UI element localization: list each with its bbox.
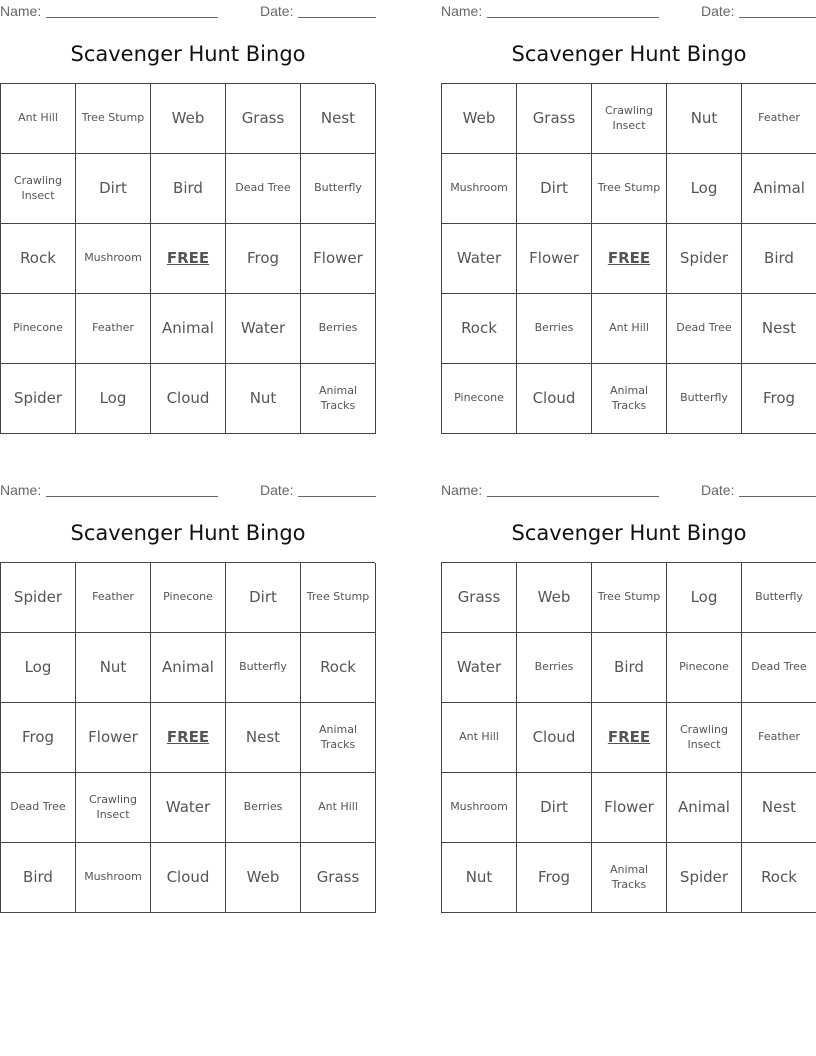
bingo-cell[interactable]: Animal Tracks	[592, 364, 667, 434]
bingo-cell[interactable]: Berries	[301, 294, 376, 364]
name-label: Name:	[0, 3, 42, 19]
bingo-card-2	[441, 0, 816, 440]
date-label: Date:	[260, 482, 294, 498]
bingo-cell[interactable]: Crawling Insect	[592, 84, 667, 154]
bingo-cell[interactable]: Water	[151, 773, 226, 843]
bingo-cell[interactable]: Tree Stump	[76, 84, 151, 154]
bingo-cell[interactable]: Animal	[151, 633, 226, 703]
card-header	[0, 480, 376, 500]
bingo-cell[interactable]: Nut	[226, 364, 301, 434]
bingo-cell[interactable]: Dirt	[517, 154, 592, 224]
bingo-cell[interactable]: Grass	[517, 84, 592, 154]
bingo-cell[interactable]: Feather	[742, 84, 816, 154]
card-header	[0, 1, 376, 21]
date-field[interactable]	[739, 17, 816, 18]
bingo-cell[interactable]: Crawling Insect	[1, 154, 76, 224]
bingo-cell[interactable]: Cloud	[151, 843, 226, 913]
bingo-cell[interactable]: Grass	[301, 843, 376, 913]
bingo-cell[interactable]: Ant Hill	[1, 84, 76, 154]
date-field[interactable]	[298, 17, 376, 18]
bingo-cell[interactable]: Dead Tree	[742, 633, 816, 703]
bingo-cell[interactable]: Log	[76, 364, 151, 434]
bingo-cell[interactable]: Butterfly	[226, 633, 301, 703]
bingo-cell[interactable]: Cloud	[517, 364, 592, 434]
bingo-cell[interactable]: Nest	[226, 703, 301, 773]
bingo-grid	[0, 562, 375, 913]
bingo-cell[interactable]: Animal Tracks	[301, 703, 376, 773]
card-header	[441, 1, 816, 21]
bingo-cell[interactable]: Rock	[1, 224, 76, 294]
bingo-cell[interactable]: Pinecone	[1, 294, 76, 364]
bingo-cell[interactable]: Dead Tree	[667, 294, 742, 364]
date-label: Date:	[701, 482, 735, 498]
card-title: Scavenger Hunt Bingo	[511, 42, 747, 66]
bingo-cell[interactable]: Dead Tree	[1, 773, 76, 843]
bingo-cell[interactable]: Ant Hill	[442, 703, 517, 773]
bingo-cell[interactable]: Water	[226, 294, 301, 364]
bingo-cell[interactable]: Dead Tree	[226, 154, 301, 224]
bingo-cell[interactable]: Berries	[517, 633, 592, 703]
bingo-cell[interactable]: Log	[1, 633, 76, 703]
bingo-cell[interactable]: Berries	[517, 294, 592, 364]
bingo-cell[interactable]: Spider	[1, 364, 76, 434]
bingo-cell[interactable]: Rock	[742, 843, 816, 913]
bingo-cell[interactable]: Bird	[151, 154, 226, 224]
card-title: Scavenger Hunt Bingo	[70, 42, 306, 66]
bingo-cell[interactable]: Animal Tracks	[301, 364, 376, 434]
bingo-cell[interactable]: Nut	[76, 633, 151, 703]
date-label: Date:	[701, 3, 735, 19]
bingo-grid	[441, 83, 816, 434]
bingo-cell[interactable]: Berries	[226, 773, 301, 843]
bingo-cell[interactable]: Bird	[742, 224, 816, 294]
bingo-cell[interactable]: Bird	[1, 843, 76, 913]
bingo-cell[interactable]: Animal	[151, 294, 226, 364]
bingo-cell[interactable]: Grass	[442, 563, 517, 633]
bingo-cell[interactable]: Frog	[1, 703, 76, 773]
bingo-cell[interactable]: Mushroom	[76, 843, 151, 913]
bingo-cell[interactable]: Flower	[517, 224, 592, 294]
bingo-cell[interactable]: Mushroom	[76, 224, 151, 294]
bingo-cell[interactable]: Animal	[742, 154, 816, 224]
bingo-cell[interactable]: Feather	[76, 294, 151, 364]
bingo-cell[interactable]: Web	[226, 843, 301, 913]
name-field[interactable]	[487, 496, 659, 497]
card-title: Scavenger Hunt Bingo	[511, 521, 747, 545]
bingo-cell[interactable]: Tree Stump	[301, 563, 376, 633]
bingo-cell[interactable]: Bird	[592, 633, 667, 703]
bingo-cell[interactable]: Ant Hill	[301, 773, 376, 843]
bingo-cell[interactable]: Spider	[1, 563, 76, 633]
name-field[interactable]	[46, 496, 218, 497]
bingo-cell[interactable]: Butterfly	[301, 154, 376, 224]
bingo-cell[interactable]: Butterfly	[667, 364, 742, 434]
card-header	[441, 480, 816, 500]
bingo-cell[interactable]: Log	[667, 563, 742, 633]
bingo-cell[interactable]: Grass	[226, 84, 301, 154]
free-space-cell[interactable]: FREE	[151, 224, 226, 294]
bingo-cell[interactable]: Cloud	[517, 703, 592, 773]
free-space-cell[interactable]: FREE	[151, 703, 226, 773]
bingo-cell[interactable]: Tree Stump	[592, 154, 667, 224]
bingo-card-4	[441, 479, 816, 919]
bingo-cell[interactable]: Mushroom	[442, 773, 517, 843]
date-field[interactable]	[298, 496, 376, 497]
bingo-cell[interactable]: Rock	[442, 294, 517, 364]
bingo-cell[interactable]: Log	[667, 154, 742, 224]
bingo-cell[interactable]: Web	[442, 84, 517, 154]
bingo-cell[interactable]: Flower	[301, 224, 376, 294]
name-field[interactable]	[46, 17, 218, 18]
bingo-grid	[0, 83, 375, 434]
bingo-cell[interactable]: Cloud	[151, 364, 226, 434]
card-title: Scavenger Hunt Bingo	[70, 521, 306, 545]
bingo-cell[interactable]: Animal Tracks	[592, 843, 667, 913]
free-space-cell[interactable]: FREE	[592, 703, 667, 773]
name-label: Name:	[0, 482, 42, 498]
name-label: Name:	[441, 3, 483, 19]
bingo-cell[interactable]: Nest	[742, 294, 816, 364]
bingo-cell[interactable]: Flower	[592, 773, 667, 843]
name-field[interactable]	[487, 17, 659, 18]
bingo-cell[interactable]: Tree Stump	[592, 563, 667, 633]
bingo-cell[interactable]: Web	[517, 563, 592, 633]
bingo-cell[interactable]: Butterfly	[742, 563, 816, 633]
bingo-cell[interactable]: Nut	[442, 843, 517, 913]
bingo-card-3	[0, 479, 376, 919]
bingo-cell[interactable]: Ant Hill	[592, 294, 667, 364]
bingo-cell[interactable]: Pinecone	[442, 364, 517, 434]
bingo-cell[interactable]: Nut	[667, 84, 742, 154]
bingo-cell[interactable]: Crawling Insect	[76, 773, 151, 843]
bingo-cell[interactable]: Feather	[76, 563, 151, 633]
bingo-cell[interactable]: Flower	[76, 703, 151, 773]
bingo-cell[interactable]: Pinecone	[667, 633, 742, 703]
bingo-cell[interactable]: Spider	[667, 843, 742, 913]
bingo-card-1	[0, 0, 376, 440]
bingo-cell[interactable]: Frog	[226, 224, 301, 294]
bingo-cell[interactable]: Dirt	[517, 773, 592, 843]
bingo-cell[interactable]: Animal	[667, 773, 742, 843]
bingo-cell[interactable]: Dirt	[76, 154, 151, 224]
bingo-cell[interactable]: Water	[442, 633, 517, 703]
bingo-cell[interactable]: Crawling Insect	[667, 703, 742, 773]
date-field[interactable]	[739, 496, 816, 497]
date-label: Date:	[260, 3, 294, 19]
bingo-cell[interactable]: Frog	[742, 364, 816, 434]
bingo-cell[interactable]: Rock	[301, 633, 376, 703]
bingo-grid	[441, 562, 816, 913]
bingo-cell[interactable]: Pinecone	[151, 563, 226, 633]
bingo-cell[interactable]: Dirt	[226, 563, 301, 633]
bingo-cell[interactable]: Water	[442, 224, 517, 294]
bingo-cell[interactable]: Frog	[517, 843, 592, 913]
name-label: Name:	[441, 482, 483, 498]
bingo-cell[interactable]: Nest	[301, 84, 376, 154]
bingo-cell[interactable]: Mushroom	[442, 154, 517, 224]
bingo-cell[interactable]: Web	[151, 84, 226, 154]
bingo-cell[interactable]: Feather	[742, 703, 816, 773]
bingo-cell[interactable]: Nest	[742, 773, 816, 843]
free-space-cell[interactable]: FREE	[592, 224, 667, 294]
bingo-cell[interactable]: Spider	[667, 224, 742, 294]
